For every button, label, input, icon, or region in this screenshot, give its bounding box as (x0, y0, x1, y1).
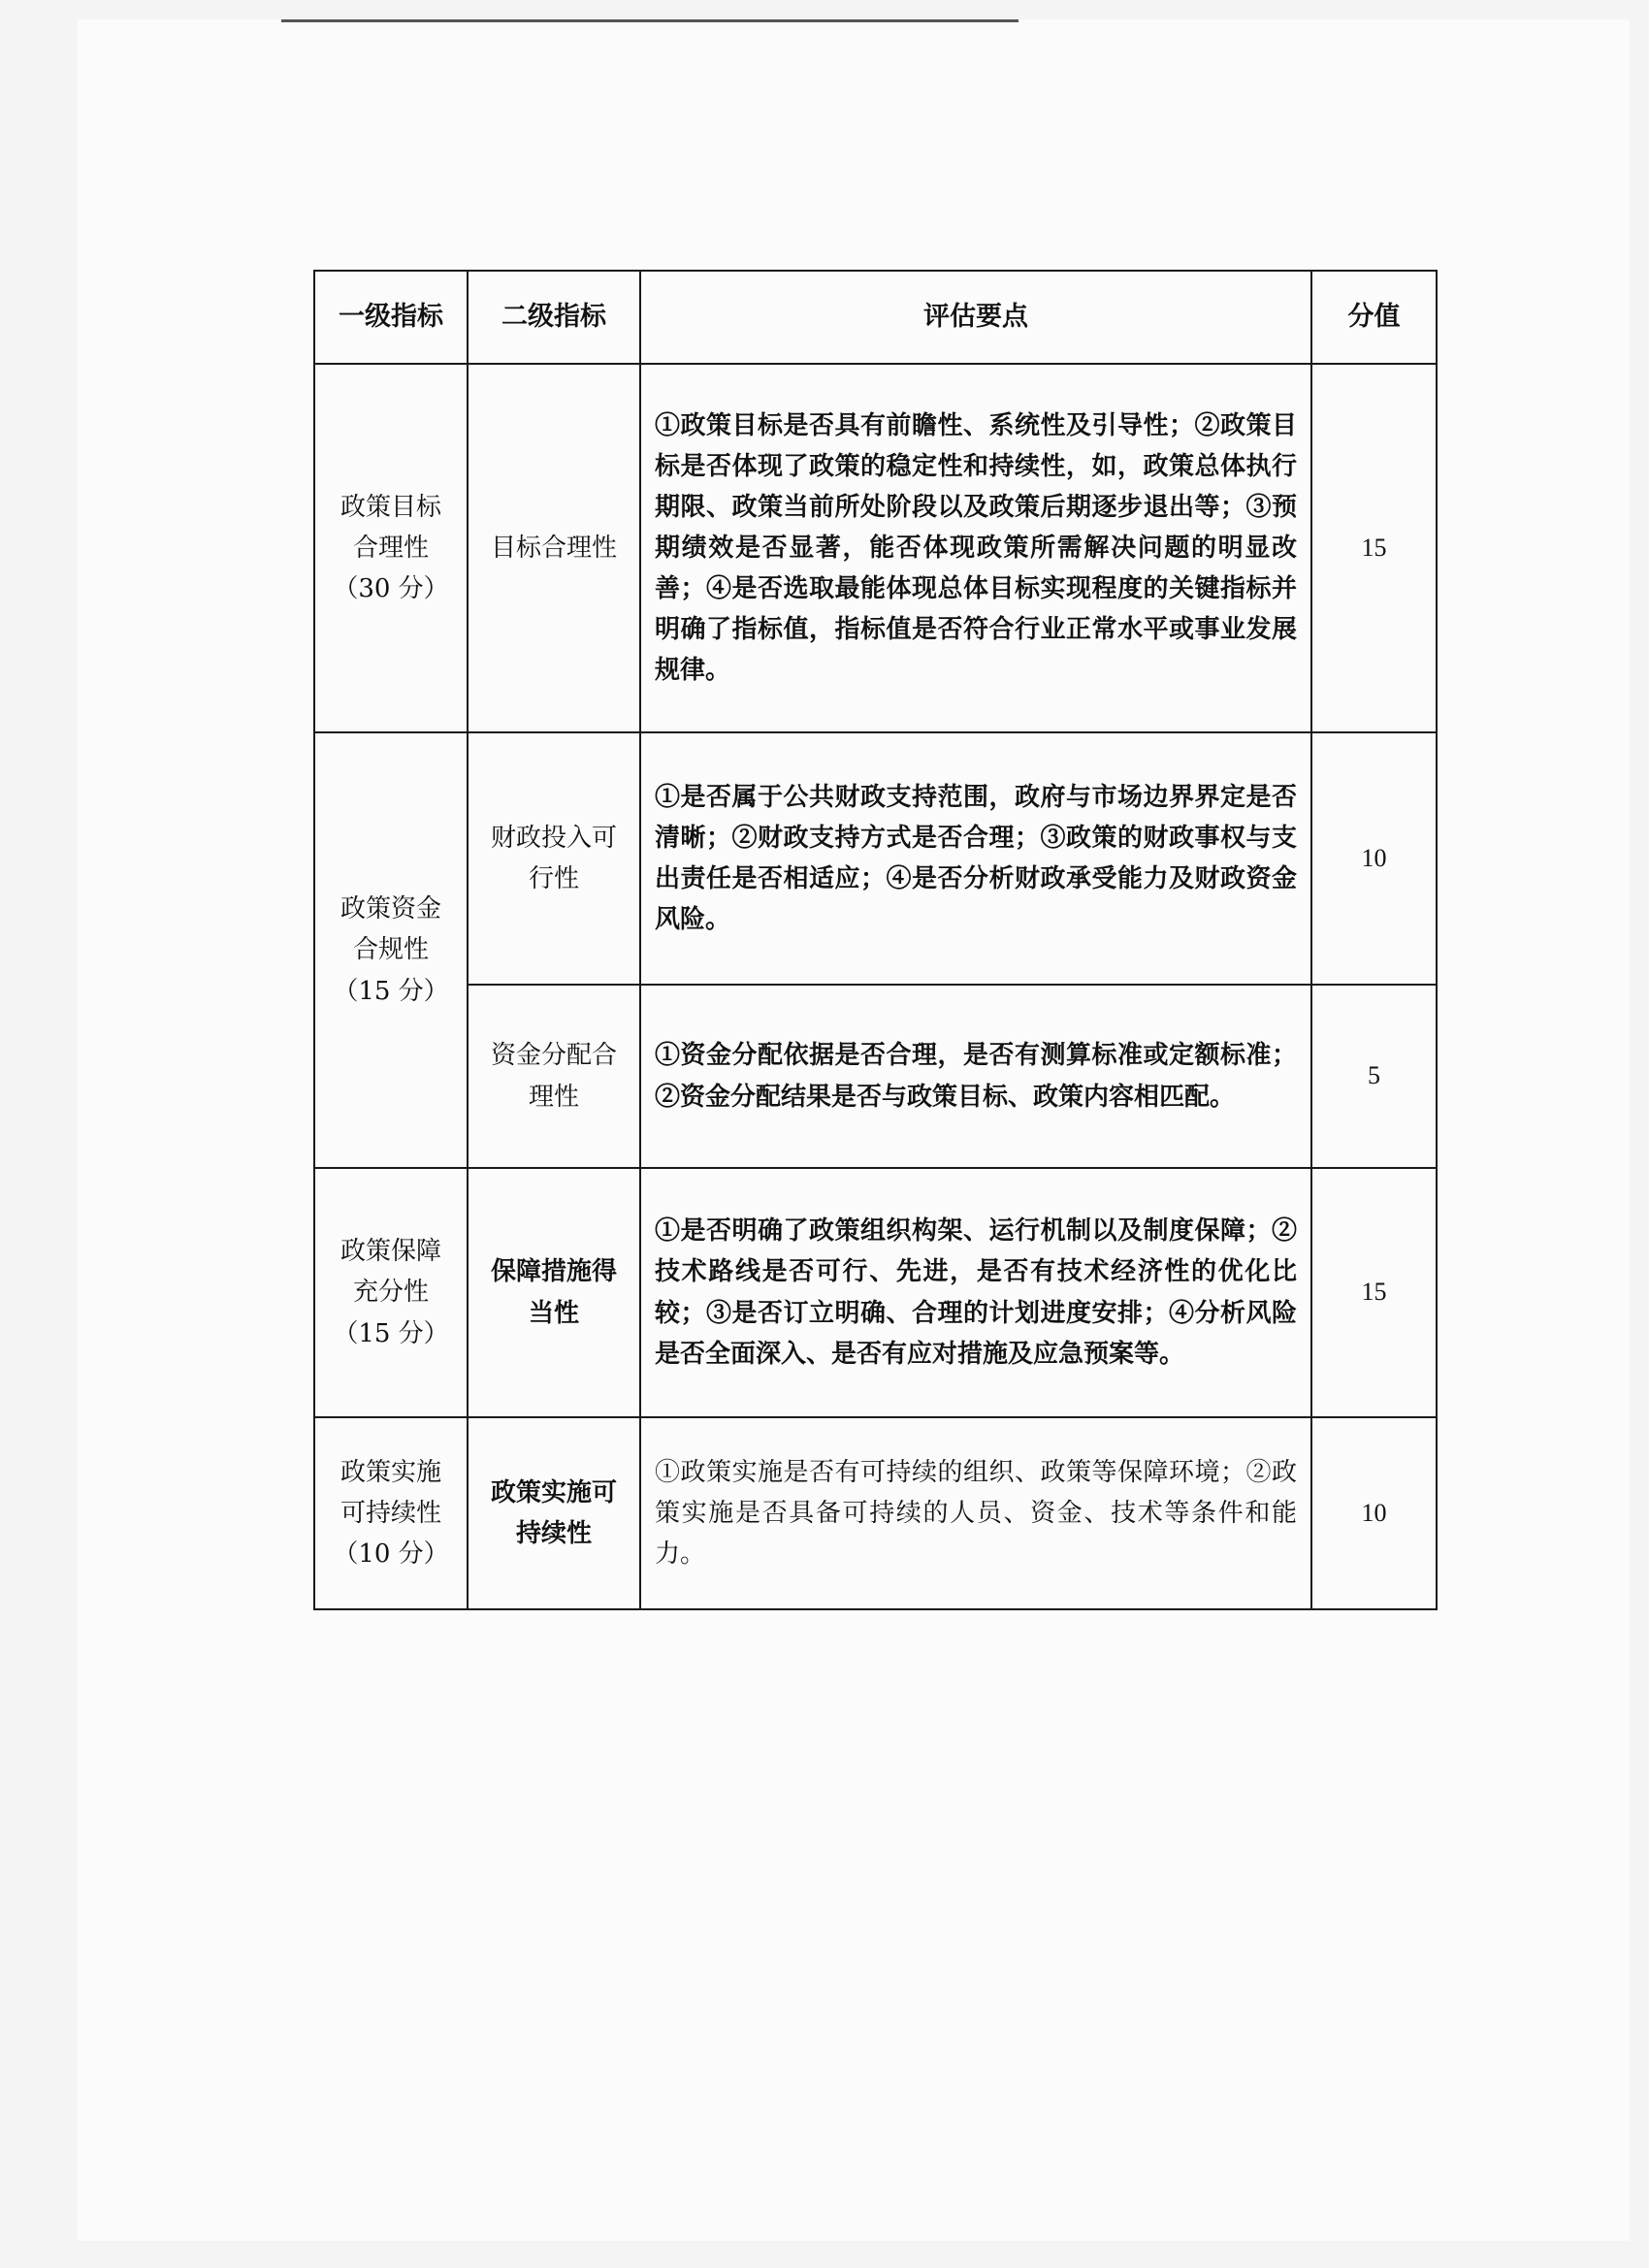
score-cell: 10 (1311, 732, 1437, 985)
top-rule (281, 19, 1018, 22)
table-row (314, 1417, 1437, 1609)
points-cell: ①是否明确了政策组织构架、运行机制以及制度保障；②技术路线是否可行、先进，是否有技术经济性的优化比较；③是否订立明确、合理的计划进度安排；④分析风险是否全面深入、是否有应对措施及应急预案等。 (640, 1168, 1311, 1417)
score-cell: 15 (1311, 1168, 1437, 1417)
level1-cell (314, 364, 468, 732)
level2-cell (468, 985, 640, 1168)
level1-cell (314, 1168, 468, 1417)
level1-line: 政策保障 (340, 1237, 441, 1267)
level1-line: 可持续性 (340, 1498, 441, 1528)
table-row (314, 1168, 1437, 1417)
level1-line: 合规性 (352, 935, 429, 965)
level1-line: （10 分） (333, 1539, 449, 1570)
level2-cell (468, 1168, 640, 1417)
level2-line: 持续性 (515, 1519, 592, 1548)
level2-cell (468, 1417, 640, 1609)
score-cell: 10 (1311, 1417, 1437, 1609)
level1-cell (314, 1417, 468, 1609)
level1-line: （15 分） (333, 1318, 449, 1348)
header-points: 评估要点 (640, 271, 1311, 364)
table-row (314, 985, 1437, 1168)
score-cell: 15 (1311, 364, 1437, 732)
level1-line: 政策实施 (340, 1457, 441, 1487)
level1-line: 充分性 (352, 1278, 429, 1308)
level2-line: 当性 (528, 1298, 579, 1328)
level2-line: 目标合理性 (490, 533, 617, 563)
evaluation-table (313, 270, 1438, 1610)
level2-line: 政策实施可 (490, 1477, 617, 1507)
points-cell: ①政策目标是否具有前瞻性、系统性及引导性；②政策目标是否体现了政策的稳定性和持续性，如，政策总体执行期限、政策当前所处阶段以及政策后期逐步退出等；③预期绩效是否显著，能否体现政策所需解决问题的明显改善；④是否选取最能体现总体目标实现程度的关键指标并明确了指标值，指标值是否符合行业正常水平或事业发展规律。 (640, 364, 1311, 732)
level1-line: 合理性 (352, 533, 429, 563)
header-level2: 二级指标 (468, 271, 640, 364)
level2-cell (468, 364, 640, 732)
header-level1: 一级指标 (314, 271, 468, 364)
level1-line: 政策目标 (340, 492, 441, 522)
level1-line: （30 分） (333, 574, 449, 604)
level2-line: 行性 (528, 864, 579, 893)
level1-line: （15 分） (333, 976, 449, 1006)
level2-line: 保障措施得 (490, 1257, 617, 1287)
level2-cell (468, 732, 640, 985)
table-row (314, 732, 1437, 985)
level1-cell (314, 732, 468, 1168)
level2-line: 财政投入可 (490, 823, 617, 853)
header-score: 分值 (1311, 271, 1437, 364)
points-cell: ①资金分配依据是否合理，是否有测算标准或定额标准；②资金分配结果是否与政策目标、政策内容相匹配。 (640, 985, 1311, 1168)
points-cell: ①政策实施是否有可持续的组织、政策等保障环境；②政策实施是否具备可持续的人员、资金、技术等条件和能力。 (640, 1417, 1311, 1609)
level1-line: 政策资金 (340, 894, 441, 924)
level2-line: 理性 (528, 1082, 579, 1112)
score-cell: 5 (1311, 985, 1437, 1168)
points-cell: ①是否属于公共财政支持范围，政府与市场边界界定是否清晰；②财政支持方式是否合理；③政策的财政事权与支出责任是否相适应；④是否分析财政承受能力及财政资金风险。 (640, 732, 1311, 985)
table-header-row (314, 271, 1437, 364)
level2-line: 资金分配合 (490, 1041, 617, 1071)
table-row (314, 364, 1437, 732)
